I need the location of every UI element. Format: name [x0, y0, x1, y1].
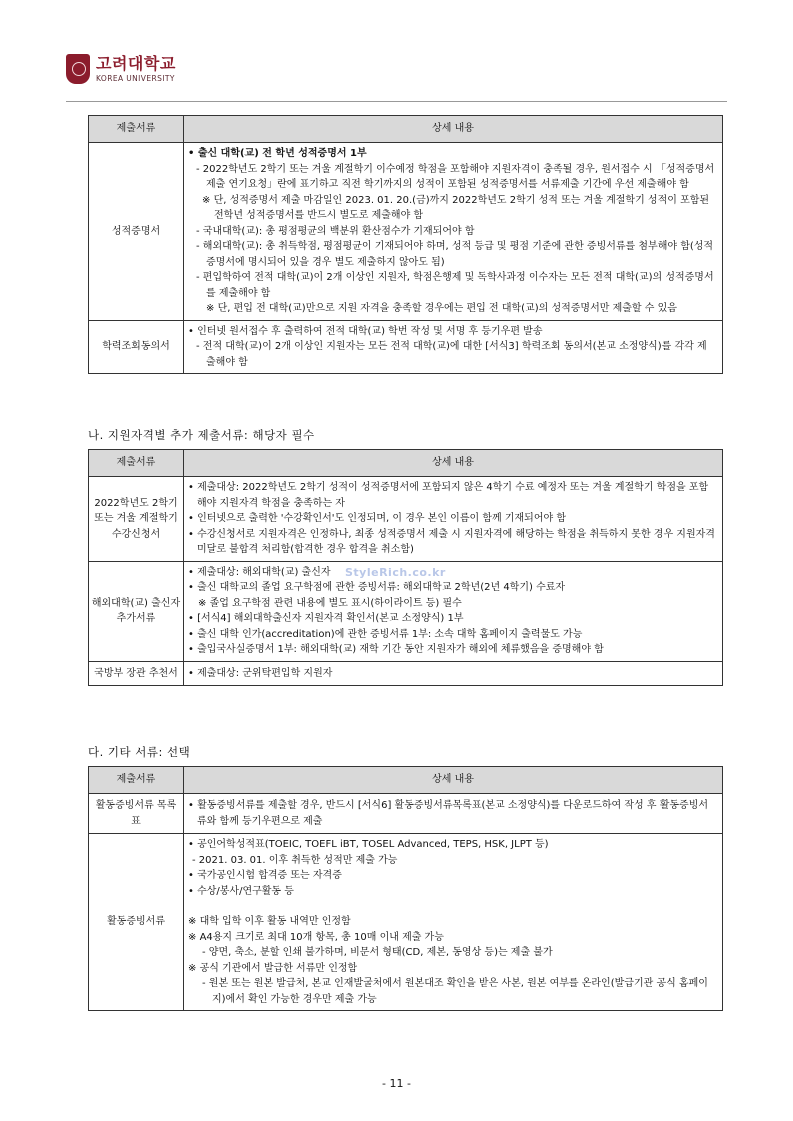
university-logo — [66, 54, 176, 84]
column-header-details: 상세 내용 — [184, 116, 723, 143]
list-item: • 국가공인시험 합격증 또는 자격증 — [188, 868, 716, 884]
table-row — [89, 143, 723, 321]
note-item: ※ 졸업 요구학점 관련 내용에 별도 표시(하이라이트 등) 필수 — [188, 596, 716, 612]
row-content — [184, 320, 723, 374]
list-item: • 출입국사실증명서 1부: 해외대학(교) 재학 기간 동안 지원자가 해외에 체류했음을 증명해야 함 — [188, 642, 716, 658]
row-label: 성적증명서 — [89, 143, 184, 321]
table-row — [89, 661, 723, 686]
note-item: ※ 공식 기관에서 발급한 서류만 인정함 — [188, 961, 716, 977]
column-header-details: 상세 내용 — [184, 450, 723, 477]
list-item: • 제출대상: 2022학년도 2학기 성적이 성적증명서에 포함되지 않은 4학기 수료 예정자 또는 겨울 계절학기 학점을 포함해야 지원자격 학점을 충족하는 자 — [188, 480, 716, 511]
list-item: • 인터넷으로 출력한 '수강확인서'도 인정되며, 이 경우 본인 이름이 함께 기재되어야 함 — [188, 511, 716, 527]
transcript-documents-table — [88, 115, 723, 374]
list-item: • 제출대상: 해외대학(교) 출신자 — [188, 565, 716, 581]
row-label: 학력조회동의서 — [89, 320, 184, 374]
logo-english-name: KOREA UNIVERSITY — [96, 73, 175, 83]
note-sub-item: - 양면, 축소, 분할 인쇄 불가하며, 비문서 형태(CD, 제본, 동영상 등)는 제출 불가 — [188, 945, 716, 961]
table-header-row — [89, 116, 723, 143]
row-label: 활동증빙서류 목록표 — [89, 794, 184, 834]
spacer — [188, 899, 716, 914]
column-header-document: 제출서류 — [89, 450, 184, 477]
note-sub-item: - 원본 또는 원본 발급처, 본교 인재발굴처에서 원본대조 확인을 받은 사본, 원본 여부를 온라인(발급기관 공식 홈페이지)에서 확인 가능한 경우만 제출 가능 — [188, 976, 716, 1007]
row-content — [184, 834, 723, 1011]
watermark: StyleRich.co.kr — [345, 566, 446, 579]
list-item: • 제출대상: 군위탁편입학 지원자 — [188, 666, 716, 682]
row-label: 국방부 장관 추천서 — [89, 661, 184, 686]
table-header-row — [89, 450, 723, 477]
list-item: • 인터넷 원서접수 후 출력하여 전적 대학(교) 학번 작성 및 서명 후 등기우편 발송 — [188, 324, 716, 340]
list-item: - 해외대학(교): 총 취득학점, 평점평균이 기재되어야 하며, 성적 등급 및 평점 기준에 관한 증빙서류를 첨부해야 함(성적증명서에 명시되어 있을 경우 별도 제출하지 않아도 됨) — [188, 239, 716, 270]
list-item: • 수강신청서로 지원자격은 인정하나, 최종 성적증명서 제출 시 지원자격에 해당하는 학점을 취득하지 못한 경우 지원자격 미달로 불합격 처리함(합격한 경우 합격을 취소함) — [188, 527, 716, 558]
list-item: • 수상/봉사/연구활동 등 — [188, 884, 716, 900]
table-row — [89, 794, 723, 834]
list-item: - 전적 대학(교)이 2개 이상인 지원자는 모든 전적 대학(교)에 대한 [서식3] 학력조회 동의서(본교 소정양식)를 각각 제출해야 함 — [188, 339, 716, 370]
section-title-other: 다. 기타 서류: 선택 — [88, 745, 191, 759]
column-header-details: 상세 내용 — [184, 767, 723, 794]
row-content — [184, 661, 723, 686]
note-item: ※ 대학 입학 이후 활동 내역만 인정함 — [188, 914, 716, 930]
list-item: - 국내대학(교): 총 평점평균의 백분위 환산점수가 기재되어야 함 — [188, 224, 716, 240]
list-item: • 공인어학성적표(TOEIC, TOEFL iBT, TOSEL Advanced, TEPS, HSK, JLPT 등) — [188, 837, 716, 853]
header-divider — [66, 101, 727, 102]
table-row — [89, 834, 723, 1011]
list-item: - 편입학하여 전적 대학(교)이 2개 이상인 지원자, 학점은행제 및 독학사과정 이수자는 모든 전적 대학(교)의 성적증명서를 제출해야 함 — [188, 270, 716, 301]
page-number: - 11 - — [382, 1077, 411, 1090]
list-item: • 활동증빙서류를 제출할 경우, 반드시 [서식6] 활동증빙서류목록표(본교 소정양식)를 다운로드하여 작성 후 활동증빙서류와 함께 등기우편으로 제출 — [188, 798, 716, 829]
row-content — [184, 143, 723, 321]
row-label: 2022학년도 2학기 또는 겨울 계절학기 수강신청서 — [89, 477, 184, 562]
row-content — [184, 561, 723, 661]
column-header-document: 제출서류 — [89, 116, 184, 143]
list-item: - 2022학년도 2학기 또는 겨울 계절학기 이수예정 학점을 포함해야 지원자격이 충족될 경우, 원서접수 시 「성적증명서 제출 연기요청」란에 표기하고 직전 학기까지의 성적이 포함된 성적증명서를 서류제출 기간에 우선 제출해야 함 — [188, 162, 716, 193]
list-item: • [서식4] 해외대학출신자 지원자격 확인서(본교 소정양식) 1부 — [188, 611, 716, 627]
list-item: • 출신 대학(교) 전 학년 성적증명서 1부 — [188, 146, 716, 162]
note-item: ※ A4용지 크기로 최대 10개 항목, 총 10매 이내 제출 가능 — [188, 930, 716, 946]
crest-icon — [66, 54, 90, 84]
table-header-row — [89, 767, 723, 794]
column-header-document: 제출서류 — [89, 767, 184, 794]
other-documents-table — [88, 766, 723, 1011]
note-item: ※ 단, 성적증명서 제출 마감일인 2023. 01. 20.(금)까지 2022학년도 2학기 성적 또는 겨울 계절학기 성적이 포함된 전학년 성적증명서를 반드시 별도로 제출해야 함 — [188, 193, 716, 224]
note-item: ※ 단, 편입 전 대학(교)만으로 지원 자격을 충족할 경우에는 편입 전 대학(교)의 성적증명서만 제출할 수 있음 — [188, 301, 716, 317]
section-title-additional: 나. 지원자격별 추가 제출서류: 해당자 필수 — [88, 428, 315, 442]
list-item: • 출신 대학교의 졸업 요구학점에 관한 증빙서류: 해외대학교 2학년(2년 4학기) 수료자 — [188, 580, 716, 596]
table-row — [89, 320, 723, 374]
table-row — [89, 477, 723, 562]
row-content — [184, 794, 723, 834]
row-content — [184, 477, 723, 562]
logo-korean-name: 고려대학교 — [96, 53, 176, 73]
list-item: - 2021. 03. 01. 이후 취득한 성적만 제출 가능 — [188, 853, 716, 869]
row-label: 활동증빙서류 — [89, 834, 184, 1011]
list-item: • 출신 대학 인가(accreditation)에 관한 증빙서류 1부: 소속 대학 홈페이지 출력물도 가능 — [188, 627, 716, 643]
row-label: 해외대학(교) 출신자 추가서류 — [89, 561, 184, 661]
